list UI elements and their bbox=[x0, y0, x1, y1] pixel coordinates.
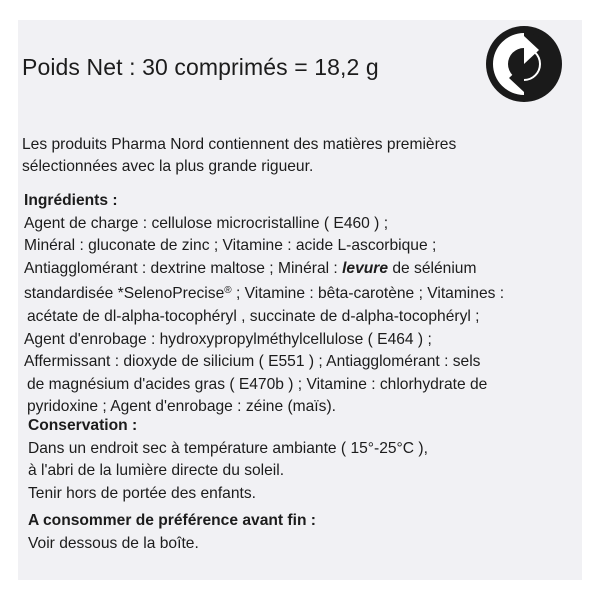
ingredients-text: Antiagglomérant : dextrine maltose ; Minéral : bbox=[24, 259, 343, 277]
intro-line: Les produits Pharma Nord contiennent des matières premières bbox=[22, 136, 457, 153]
conservation-line: à l'abri de la lumière directe du soleil. bbox=[28, 462, 285, 480]
ingredients-text: de sélénium bbox=[388, 259, 477, 277]
conservation-section bbox=[28, 415, 428, 505]
yeast-emphasis: levure bbox=[342, 259, 389, 277]
conservation-line: Dans un endroit sec à température ambiante ( 15°-25°C ), bbox=[28, 439, 428, 457]
best-before-text: Voir dessous de la boîte. bbox=[28, 534, 199, 552]
intro-paragraph bbox=[22, 134, 456, 178]
ingredients-line: Agent d'enrobage : hydroxypropylméthylcellulose ( E464 ) ; bbox=[24, 330, 432, 348]
net-weight-text: Poids Net : 30 comprimés = 18,2 g bbox=[22, 54, 379, 80]
ingredients-line bbox=[24, 258, 504, 281]
registered-mark: ® bbox=[224, 285, 232, 297]
ingredients-text: ; Vitamine : bêta-carotène ; Vitamines : bbox=[231, 285, 505, 303]
ingredients-line: pyridoxine ; Agent d'enrobage : zéine (maïs). bbox=[27, 398, 336, 416]
ingredients-line: Affermissant : dioxyde de silicium ( E551 ) ; Antiagglomérant : sels bbox=[24, 353, 481, 371]
ingredients-heading: Ingrédients : bbox=[24, 192, 118, 209]
intro-line: sélectionnées avec la plus grande rigueur. bbox=[22, 158, 314, 175]
green-dot-recycling-icon bbox=[484, 24, 564, 104]
best-before-section bbox=[28, 510, 316, 555]
ingredients-line: de magnésium d'acides gras ( E470b ) ; Vitamine : chlorhydrate de bbox=[27, 375, 488, 393]
ingredients-text: standardisée *SelenoPrecise bbox=[24, 285, 225, 303]
product-label-panel bbox=[18, 20, 582, 580]
best-before-heading: A consommer de préférence avant fin : bbox=[28, 512, 316, 529]
ingredients-line: acétate de dl-alpha-tocophéryl , succinate de d-alpha-tocophéryl ; bbox=[27, 307, 480, 325]
conservation-heading: Conservation : bbox=[28, 417, 138, 434]
ingredients-line bbox=[24, 280, 504, 306]
ingredients-line: Minéral : gluconate de zinc ; Vitamine : acide L-ascorbique ; bbox=[24, 237, 437, 255]
conservation-line: Tenir hors de portée des enfants. bbox=[28, 484, 256, 502]
ingredients-line: Agent de charge : cellulose microcristalline ( E460 ) ; bbox=[24, 214, 389, 232]
ingredients-section bbox=[24, 190, 504, 419]
